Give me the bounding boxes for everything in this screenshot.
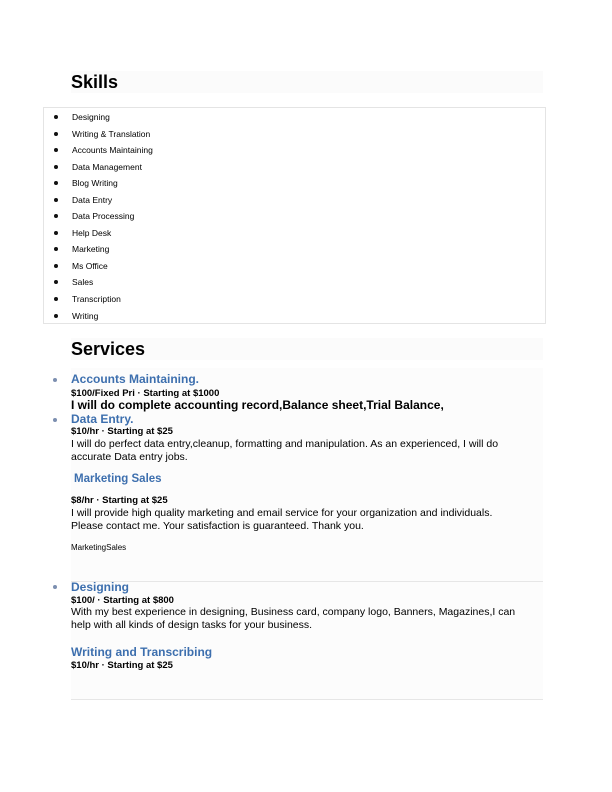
bullet-icon — [54, 231, 58, 235]
skill-label: Marketing — [72, 244, 110, 254]
bullet-icon — [54, 297, 58, 301]
service-tags: MarketingSales — [71, 543, 127, 552]
service-description: accurate Data entry jobs. — [71, 451, 188, 463]
skill-label: Sales — [72, 277, 94, 287]
service-title[interactable]: Accounts Maintaining. — [71, 372, 200, 386]
skill-label: Transcription — [72, 294, 121, 304]
service-price: $100/Fixed Pri · Starting at $1000 — [71, 388, 220, 399]
service-title[interactable]: Marketing Sales — [74, 473, 162, 485]
services-heading: Services — [71, 338, 543, 360]
bullet-icon — [54, 247, 58, 251]
bullet-icon — [54, 181, 58, 185]
bullet-icon — [54, 132, 58, 136]
bullet-icon — [53, 378, 57, 382]
skill-label: Writing — [72, 311, 99, 321]
service-description: help with all kinds of design tasks for your business. — [71, 619, 313, 631]
service-description: I will do perfect data entry,cleanup, formatting and manipulation. As an experienced, I will do — [71, 438, 499, 450]
service-description: With my best experience in designing, Business card, company logo, Banners, Magazines,I can — [71, 606, 516, 618]
bullet-icon — [54, 314, 58, 318]
bullet-icon — [54, 214, 58, 218]
skill-label: Data Entry — [72, 195, 113, 205]
service-price: $8/hr · Starting at $25 — [71, 495, 168, 506]
service-title[interactable]: Designing — [71, 580, 130, 594]
service-price: $100/ · Starting at $800 — [71, 595, 174, 606]
skills-heading: Skills — [71, 71, 543, 93]
skill-label: Data Management — [72, 162, 142, 172]
skill-label: Designing — [72, 112, 110, 122]
skills-list-box — [43, 107, 546, 324]
service-title[interactable]: Writing and Transcribing — [71, 645, 213, 659]
skill-label: Writing & Translation — [72, 129, 151, 139]
service-description: I will provide high quality marketing and email service for your organization and individuals. — [71, 507, 493, 519]
bullet-icon — [54, 115, 58, 119]
skill-label: Accounts Maintaining — [72, 145, 153, 155]
bullet-icon — [54, 198, 58, 202]
service-price: $10/hr · Starting at $25 — [71, 660, 173, 671]
bullet-icon — [54, 280, 58, 284]
bullet-icon — [54, 264, 58, 268]
service-price: $10/hr · Starting at $25 — [71, 426, 173, 437]
bullet-icon — [53, 585, 57, 589]
divider — [71, 699, 543, 700]
skill-label: Ms Office — [72, 261, 108, 271]
skill-label: Help Desk — [72, 228, 112, 238]
service-description: Please contact me. Your satisfaction is guaranteed. Thank you. — [71, 520, 364, 532]
skill-label: Data Processing — [72, 211, 135, 221]
service-title[interactable]: Data Entry. — [71, 412, 134, 426]
bullet-icon — [54, 165, 58, 169]
bullet-icon — [54, 148, 58, 152]
skill-label: Blog Writing — [72, 178, 118, 188]
bullet-icon — [53, 418, 57, 422]
service-description: I will do complete accounting record,Balance sheet,Trial Balance, — [71, 398, 444, 412]
